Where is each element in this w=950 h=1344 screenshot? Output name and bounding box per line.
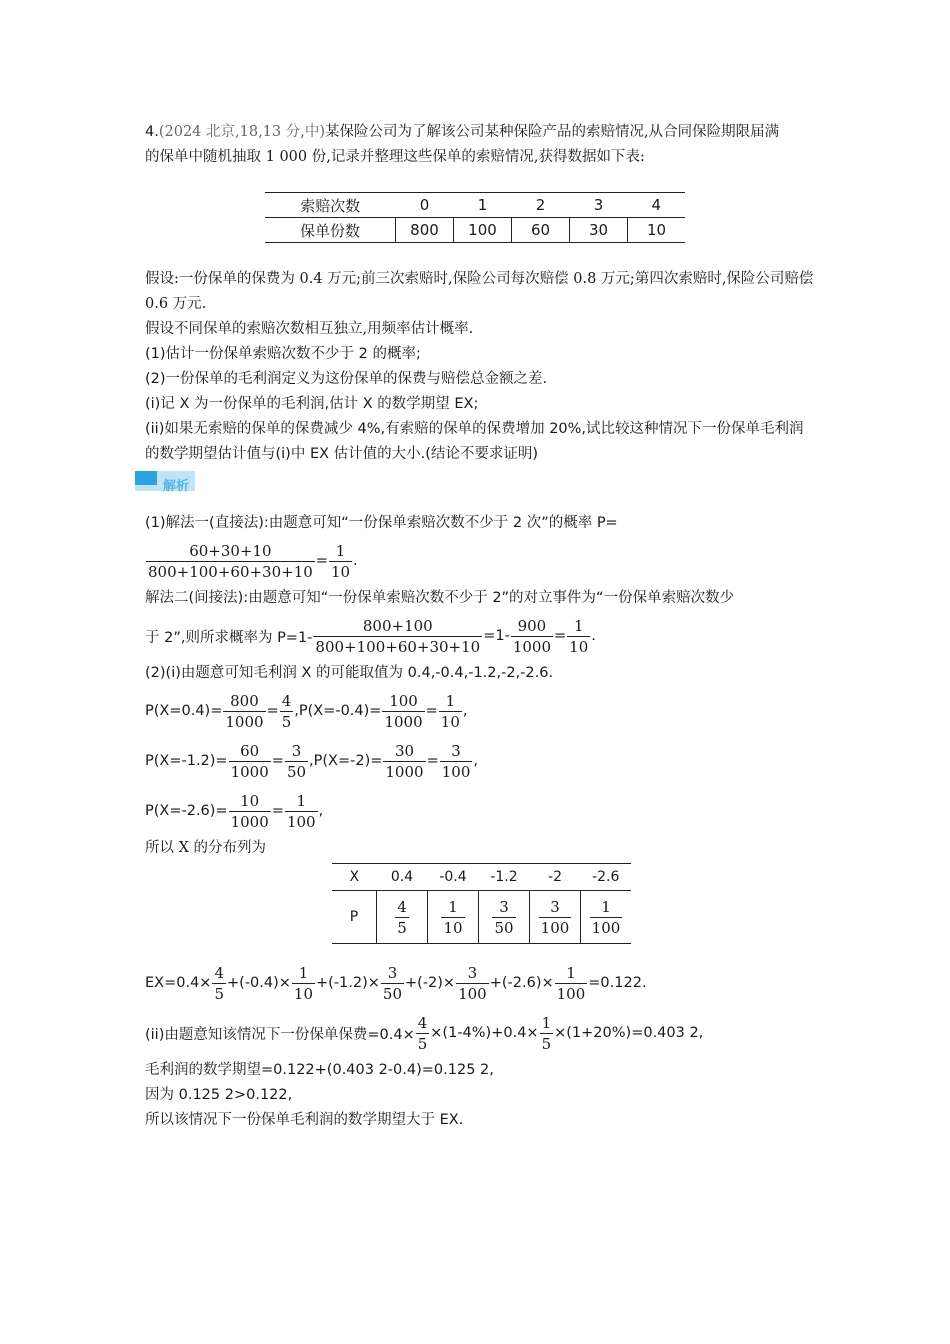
p-cell: $\frac{3}{50}$ <box>479 891 530 944</box>
problem-intro-2: 的保单中随机抽取 1 000 份,记录并整理这些保单的索赔情况,获得数据如下表: <box>145 149 645 165</box>
problem-intro: 某保险公司为了解该公司某种保险产品的索赔情况,从合同保险期限届满 <box>325 124 780 140</box>
fraction: $\frac{10}{1000}$ <box>230 791 269 831</box>
x-cell: -0.4 <box>428 864 479 891</box>
fraction: $\frac{1}{10}$ <box>440 691 460 731</box>
x-row: X 0.4 -0.4 -1.2 -2 -2.6 <box>332 864 631 891</box>
assumption-1b: 0.6 万元. <box>145 296 207 312</box>
claims-table <box>265 192 685 243</box>
counts-row <box>265 218 685 243</box>
claims-cell: 3 <box>570 193 628 218</box>
solution-1-formula: $\frac{60+30+10}{800+100+60+30+10}$ = $\frac{1}{10}$ . <box>148 541 358 581</box>
fraction: $\frac{800}{1000}$ <box>225 691 264 731</box>
count-cell: 800 <box>396 218 454 243</box>
expectation-line: EX=0.4× $\frac{4}{5}$ +(-0.4)× $\frac{1}{10}$ +(-1.2)× $\frac{3}{50}$ +(-2)× $\frac{3}{100}$ +(-2.6)× $\frac{1}{100}$ =0.122. <box>145 963 647 1003</box>
conclusion-c: 所以该情况下一份保单毛利润的数学期望大于 EX. <box>145 1112 464 1128</box>
fraction: $\frac{3}{50}$ <box>286 741 307 781</box>
prob-line-1: P(X=0.4)= $\frac{800}{1000}$ = $\frac{4}{5}$ ,P(X=-0.4)= $\frac{100}{1000}$ = $\frac{1}{10}$ , <box>145 691 468 731</box>
claims-cell: 4 <box>628 193 686 218</box>
fraction: $\frac{60+30+10}{800+100+60+30+10}$ <box>148 541 313 581</box>
fraction: $\frac{30}{1000}$ <box>385 741 424 781</box>
banner-label: 解析 <box>163 479 190 494</box>
solution-1a: (1)解法一(直接法):由题意可知“一份保单索赔次数不少于 2 次”的概率 P= <box>145 515 618 531</box>
problem-header <box>145 120 815 145</box>
conclusion-a: 毛利润的数学期望=0.122+(0.403 2-0.4)=0.125 2, <box>145 1062 494 1078</box>
prob-line-3: P(X=-2.6)= $\frac{10}{1000}$ = $\frac{1}{100}$ , <box>145 791 324 831</box>
solution-banner <box>135 471 815 495</box>
x-cell: -2 <box>530 864 581 891</box>
question-1: (1)估计一份保单索赔次数不少于 2 的概率; <box>145 346 421 362</box>
fraction: $\frac{1}{10}$ <box>330 541 351 581</box>
distribution-table <box>332 863 631 944</box>
fraction: $\frac{100}{1000}$ <box>384 691 423 731</box>
p-row: P $\frac{4}{5}$ $\frac{1}{10}$ $\frac{3}{50}$ $\frac{3}{100}$ $\frac{1}{100}$ <box>332 891 631 944</box>
fraction: $\frac{900}{1000}$ <box>512 616 552 656</box>
p-cell: $\frac{1}{100}$ <box>581 891 632 944</box>
solution-2a: 解法二(间接法):由题意可知“一份保单索赔次数不少于 2”的对立事件为“一份保单索赔次数少 <box>145 590 735 606</box>
count-cell: 30 <box>570 218 628 243</box>
claims-cell: 1 <box>454 193 512 218</box>
fraction: $\frac{3}{50}$ <box>382 963 403 1003</box>
fraction: $\frac{3}{100}$ <box>441 741 471 781</box>
count-cell: 100 <box>454 218 512 243</box>
fraction: $\frac{1}{10}$ <box>293 963 314 1003</box>
counts-row-label: 保单份数 <box>265 218 396 243</box>
count-cell: 60 <box>512 218 570 243</box>
question-2ii-b: 的数学期望估计值与(i)中 EX 估计值的大小.(结论不要求证明) <box>145 446 539 462</box>
question-2: (2)一份保单的毛利润定义为这份保单的保费与赔偿总金额之差. <box>145 371 548 387</box>
fraction: $\frac{4}{5}$ <box>417 1013 428 1053</box>
assumption-1: 假设:一份保单的保费为 0.4 万元;前三次索赔时,保险公司每次赔偿 0.8 万元;第四次索赔时,保险公司赔偿 <box>145 271 814 287</box>
conclusion-b: 因为 0.125 2>0.122, <box>145 1087 293 1103</box>
claims-row-label: 索赔次数 <box>265 193 396 218</box>
p-cell: $\frac{3}{100}$ <box>530 891 581 944</box>
p-cell: $\frac{4}{5}$ <box>377 891 428 944</box>
x-cell: 0.4 <box>377 864 428 891</box>
count-cell: 10 <box>628 218 686 243</box>
fraction: $\frac{1}{5}$ <box>541 1013 552 1053</box>
claims-row <box>265 193 685 218</box>
x-cell: -2.6 <box>581 864 632 891</box>
claims-cell: 0 <box>396 193 454 218</box>
solution-3: (2)(i)由题意可知毛利润 X 的可能取值为 0.4,-0.4,-1.2,-2,-2.6. <box>145 665 554 681</box>
fraction: $\frac{4}{5}$ <box>214 963 225 1003</box>
fraction: $\frac{1}{100}$ <box>556 963 586 1003</box>
question-2i: (i)记 X 为一份保单的毛利润,估计 X 的数学期望 EX; <box>145 396 479 412</box>
prob-line-2: P(X=-1.2)= $\frac{60}{1000}$ = $\frac{3}{50}$ ,P(X=-2)= $\frac{30}{1000}$ = $\frac{3}{100}$ , <box>145 741 478 781</box>
problem-source: (2024 北京,18,13 分,中) <box>158 124 326 140</box>
fraction: $\frac{1}{100}$ <box>286 791 316 831</box>
banner-block <box>135 471 157 485</box>
document-page <box>145 120 815 1133</box>
claims-cell: 2 <box>512 193 570 218</box>
distribution-intro: 所以 X 的分布列为 <box>145 840 267 856</box>
problem-number: 4. <box>145 124 159 140</box>
premium-line: (ii)由题意知该情况下一份保单保费=0.4× $\frac{4}{5}$ ×(1-4%)+0.4× $\frac{1}{5}$ ×(1+20%)=0.403 2, <box>145 1013 704 1053</box>
solution-2-formula: 于 2”,则所求概率为 P=1- $\frac{800+100}{800+100+60+30+10}$ =1- $\frac{900}{1000}$ = $\frac{1}{10}$ . <box>145 616 596 656</box>
fraction: $\frac{3}{100}$ <box>458 963 487 1003</box>
fraction: $\frac{1}{10}$ <box>569 616 589 656</box>
assumption-2: 假设不同保单的索赔次数相互独立,用频率估计概率. <box>145 321 474 337</box>
question-2ii-a: (ii)如果无索赔的保单的保费减少 4%,有索赔的保单的保费增加 20%,试比较这种情况下一份保单毛利润 <box>145 421 804 437</box>
p-cell: $\frac{1}{10}$ <box>428 891 479 944</box>
x-cell: -1.2 <box>479 864 530 891</box>
fraction: $\frac{60}{1000}$ <box>230 741 269 781</box>
fraction: $\frac{800+100}{800+100+60+30+10}$ <box>315 616 481 656</box>
fraction: $\frac{4}{5}$ <box>281 691 292 731</box>
